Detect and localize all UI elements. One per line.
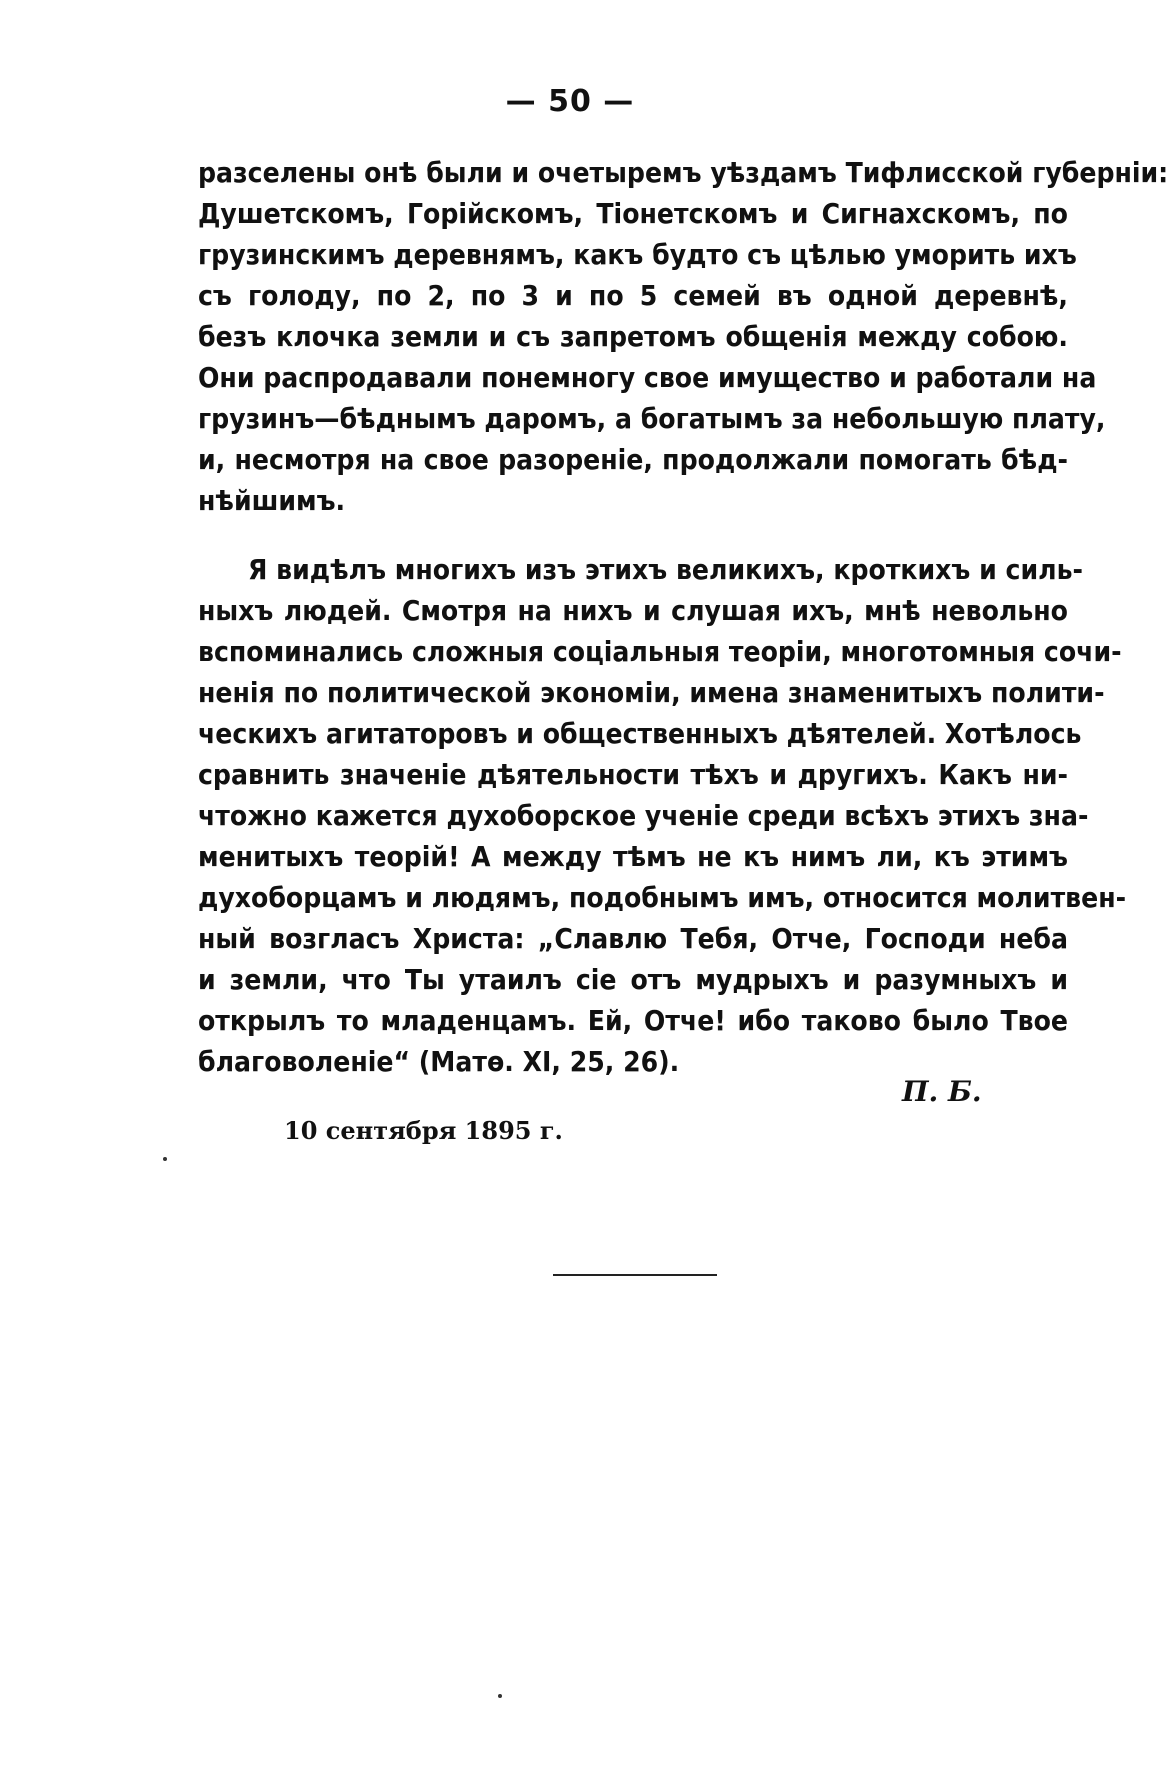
text-line: открылъ то младенцамъ. Ей, Отче! ибо таково было Твое <box>198 1004 1068 1037</box>
text-line: ныхъ людей. Смотря на нихъ и слушая ихъ, мнѣ невольно <box>198 594 1068 627</box>
page-number: — 50 — <box>505 84 635 119</box>
print-speck <box>498 1694 502 1698</box>
body-text <box>198 152 1168 1082</box>
text-line: Они распродавали понемногу свое имущество и работали на <box>198 361 1097 394</box>
text-line: ческихъ агитаторовъ и общественныхъ дѣятелей. Хотѣлось <box>198 717 1082 750</box>
text-line: и земли, что Ты утаилъ сіе отъ мудрыхъ и разумныхъ и <box>198 963 1068 996</box>
text-line: Душетскомъ, Горійскомъ, Тіонетскомъ и Сигнахскомъ, по <box>198 197 1068 230</box>
text-line: духоборцамъ и людямъ, подобнымъ имъ, относится молитвен- <box>198 881 1127 914</box>
text-line: ный возгласъ Христа: „Славлю Тебя, Отче, Господи неба <box>198 922 1068 955</box>
text-line: менитыхъ теорій! А между тѣмъ не къ нимъ ли, къ этимъ <box>198 840 1068 873</box>
paragraph-1 <box>198 152 1168 521</box>
text-line: вспоминались сложныя соціальныя теоріи, многотомныя сочи- <box>198 635 1122 668</box>
text-line: грузинскимъ деревнямъ, какъ будто съ цѣлью уморить ихъ <box>198 238 1077 271</box>
text-line: нѣйшимъ. <box>198 484 346 517</box>
text-line: безъ клочка земли и съ запретомъ общенія между собою. <box>198 320 1068 353</box>
text-line: чтожно кажется духоборское ученіе среди всѣхъ этихъ зна- <box>198 799 1089 832</box>
paragraph-2 <box>198 549 1127 1082</box>
text-line: разселены онѣ были и очетыремъ уѣздамъ Тифлисской губерніи: <box>198 156 1168 189</box>
text-line: сравнить значеніе дѣятельности тѣхъ и другихъ. Какъ ни- <box>198 758 1068 791</box>
paragraph-gap <box>198 521 1068 549</box>
text-line: Я видѣлъ многихъ изъ этихъ великихъ, кроткихъ и силь- <box>248 553 1083 586</box>
author-signature: П. Б. <box>902 1075 982 1108</box>
section-divider <box>553 1274 717 1276</box>
text-line: грузинъ—бѣднымъ даромъ, а богатымъ за небольшую плату, <box>198 402 1106 435</box>
text-line: ненія по политической экономіи, имена знаменитыхъ полити- <box>198 676 1105 709</box>
text-line: съ голоду, по 2, по 3 и по 5 семей въ одной деревнѣ, <box>198 279 1068 312</box>
print-speck <box>163 1157 167 1161</box>
text-line: и, несмотря на свое разореніе, продолжали помогать бѣд- <box>198 443 1068 476</box>
text-line: благоволеніе“ (Матѳ. XI, 25, 26). <box>198 1045 680 1078</box>
date-line: 10 сентября 1895 г. <box>284 1116 563 1145</box>
